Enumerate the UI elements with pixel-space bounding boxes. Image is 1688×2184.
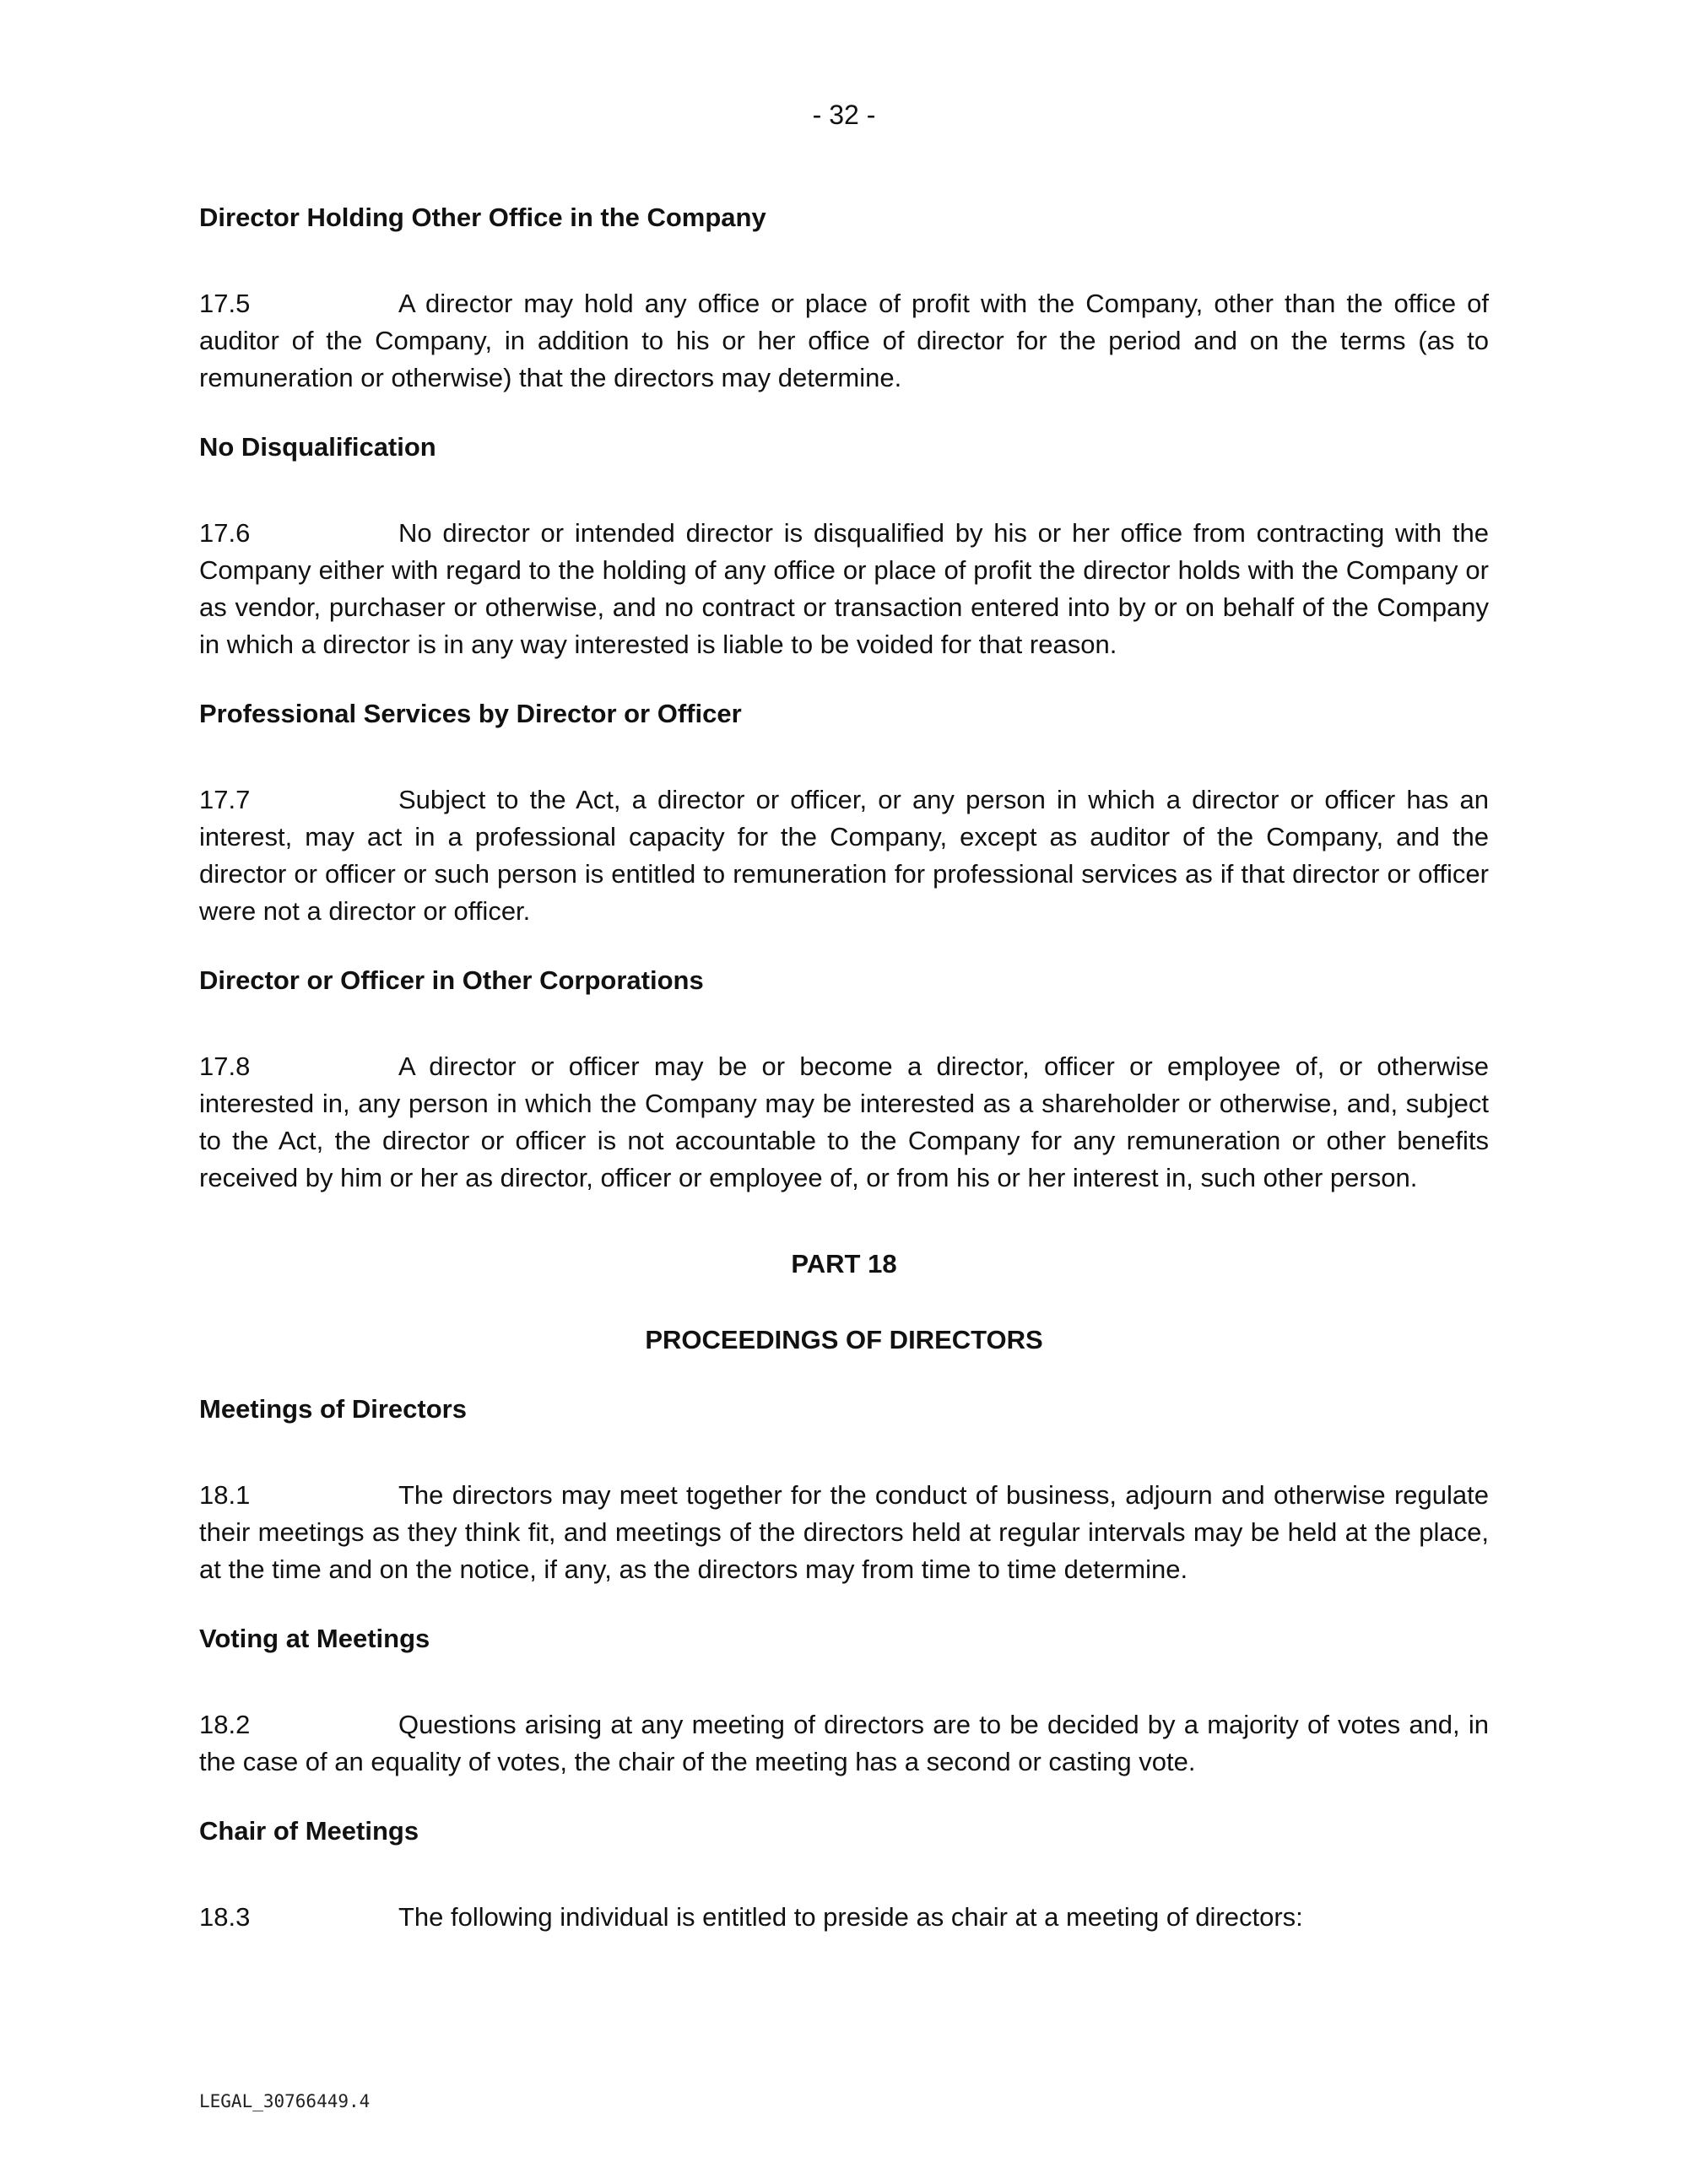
section-number: 18.2 [199, 1710, 251, 1739]
document-body [199, 199, 1489, 1968]
section-paragraph [199, 1477, 1489, 1588]
section-text: A director may hold any office or place of profit with the Company, other than the office of auditor of the Company, in addition to his or her office of director for the period and on the terms (as to remuneration or otherwise) that the directors may determine. [199, 289, 1489, 392]
section-heading: Director Holding Other Office in the Company [199, 203, 766, 232]
section-heading: Professional Services by Director or Officer [199, 699, 742, 728]
part-subtitle: PROCEEDINGS OF DIRECTORS [645, 1325, 1043, 1354]
section-text: A director or officer may be or become a director, officer or employee of, or otherwise interested in, any person in which the Company may be interested as a shareholder or otherwise, and, subject to the Act, the director or officer is not accountable to the Company for any remuneration or other benefits received by him or her as director, officer or employee of, or from his or her interest in, such other person. [199, 1051, 1489, 1192]
section-number: 17.6 [199, 518, 251, 548]
section-number: 17.5 [199, 289, 251, 318]
section-heading: Meetings of Directors [199, 1394, 467, 1424]
section-heading: Director or Officer in Other Corporations [199, 965, 704, 995]
section-paragraph [199, 781, 1489, 930]
section-text: No director or intended director is disqualified by his or her office from contracting with the Company either with regard to the holding of any office or place of profit the director holds with the Company or as vendor, purchaser or otherwise, and no contract or transaction entered into by or on behalf of the Company in which a director is in any way interested is liable to be voided for that reason. [199, 518, 1489, 659]
page-number: - 32 - [812, 100, 876, 130]
section-text: The directors may meet together for the conduct of business, adjourn and otherwise regulate their meetings as they think fit, and meetings of the directors held at regular intervals may be held at the place, at the time and on the notice, if any, as the directors may from time to time determine. [199, 1480, 1489, 1584]
section-text: Subject to the Act, a director or officer, or any person in which a director or officer has an interest, may act in a professional capacity for the Company, except as auditor of the Company, and the director or officer or such person is entitled to remuneration for professional services as if that director or officer were not a director or officer. [199, 785, 1489, 926]
section-paragraph [199, 1048, 1489, 1197]
section-paragraph [199, 1706, 1489, 1781]
section-text: Questions arising at any meeting of directors are to be decided by a majority of votes and, in the case of an equality of votes, the chair of the meeting has a second or casting vote. [199, 1710, 1489, 1776]
section-paragraph [199, 515, 1489, 663]
document-footer-id: LEGAL_30766449.4 [199, 2091, 371, 2111]
part-title: PART 18 [791, 1249, 897, 1279]
section-paragraph [199, 1899, 1489, 1936]
section-heading: Voting at Meetings [199, 1624, 430, 1653]
section-text: The following individual is entitled to preside as chair at a meeting of directors: [398, 1902, 1303, 1932]
section-heading: No Disqualification [199, 432, 436, 462]
section-number: 18.1 [199, 1480, 251, 1510]
section-paragraph [199, 285, 1489, 397]
section-heading: Chair of Meetings [199, 1816, 419, 1846]
section-number: 17.8 [199, 1051, 251, 1081]
section-number: 18.3 [199, 1902, 251, 1932]
section-number: 17.7 [199, 785, 251, 814]
